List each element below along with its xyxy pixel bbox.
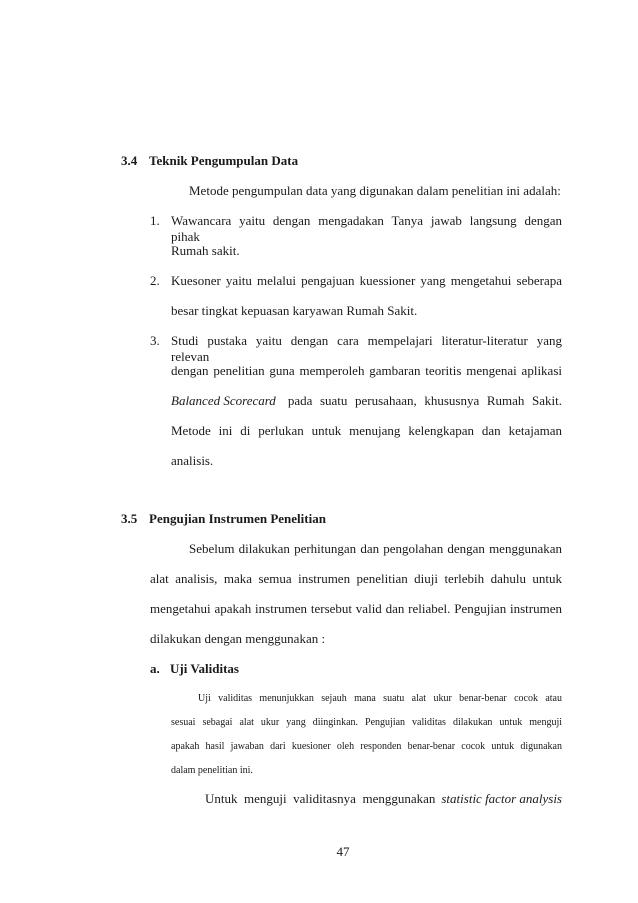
list-item-number: 1. xyxy=(150,213,160,228)
subsection-title: Uji Validitas xyxy=(170,661,239,676)
section-heading-3-5 xyxy=(121,511,326,527)
italic-term: Balanced Scorecard xyxy=(171,393,276,408)
list-item-line: Rumah sakit. xyxy=(171,243,240,258)
list-item-line: Metode ini di perlukan untuk menujang kelengkapan dan ketajaman xyxy=(171,423,562,438)
list-item-line: analisis. xyxy=(171,453,214,468)
list-item-line: Studi pustaka yaitu dengan cara mempelajari literatur-literatur yang relevan xyxy=(171,333,562,364)
subsection-heading xyxy=(150,661,239,677)
paragraph-line: mengetahui apakah instrumen tersebut valid dan reliabel. Pengujian instrumen xyxy=(150,601,562,616)
section-number: 3.4 xyxy=(121,153,138,168)
sub-paragraph-line: apakah hasil jawaban dari kuesioner oleh responden benar-benar cocok untuk digunakan xyxy=(171,741,562,752)
sub-paragraph-line: Uji validitas menunjukkan sejauh mana suatu alat ukur benar-benar cocok atau xyxy=(198,693,562,704)
page-number: 47 xyxy=(336,844,350,859)
sub-paragraph-line: dalam penelitian ini. xyxy=(171,765,253,776)
section-title: Teknik Pengumpulan Data xyxy=(149,153,299,168)
paragraph-line: Sebelum dilakukan perhitungan dan pengolahan dengan menggunakan xyxy=(189,541,562,556)
italic-term: statistic factor analysis xyxy=(441,791,562,806)
line-text: Untuk menguji validitasnya menggunakan xyxy=(205,791,436,806)
sub-paragraph-line xyxy=(205,791,562,807)
sub-paragraph-line: sesuai sebagai alat ukur yang diinginkan. Pengujian validitas dilakukan untuk menguji xyxy=(171,717,562,728)
section-intro: Metode pengumpulan data yang digunakan dalam penelitian ini adalah: xyxy=(189,183,561,198)
list-item-line: Kuesoner yaitu melalui pengajuan kuessioner yang mengetahui seberapa xyxy=(171,273,562,288)
list-item-number: 2. xyxy=(150,273,160,288)
list-item-number: 3. xyxy=(150,333,160,348)
list-item-line: Wawancara yaitu dengan mengadakan Tanya jawab langsung dengan pihak xyxy=(171,213,562,244)
paragraph-line: dilakukan dengan menggunakan : xyxy=(150,631,326,646)
section-title: Pengujian Instrumen Penelitian xyxy=(149,511,326,526)
paragraph-line: alat analisis, maka semua instrumen penelitian diuji terlebih dahulu untuk xyxy=(150,571,562,586)
list-item-line: besar tingkat kepuasan karyawan Rumah Sakit. xyxy=(171,303,418,318)
line-text: pada suatu perusahaan, khususnya Rumah Sakit. xyxy=(287,393,562,408)
section-heading-3-4 xyxy=(121,153,298,169)
subsection-label: a. xyxy=(150,661,160,676)
section-number: 3.5 xyxy=(121,511,138,526)
list-item-line xyxy=(171,393,562,409)
list-item-line: dengan penelitian guna memperoleh gambaran teoritis mengenai aplikasi xyxy=(171,363,562,378)
